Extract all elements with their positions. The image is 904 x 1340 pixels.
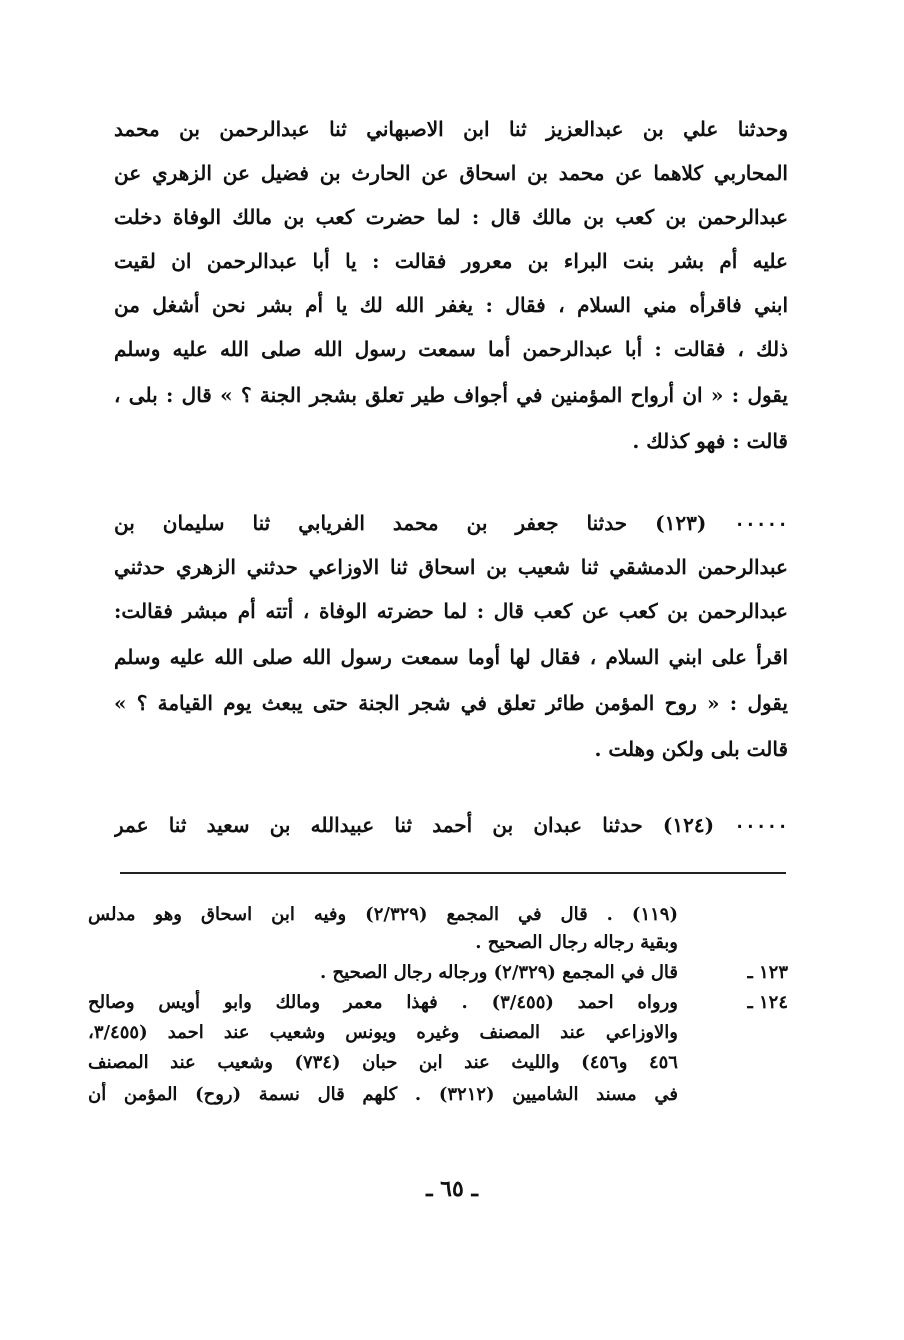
footnote-line: ورواه احمد (٣/٤٥٥) . فهذا معمر ومالك وابو أويس وصالح [88,992,678,1013]
text-line: عبدالرحمن بن كعب بن مالك قال : لما حضرت كعب بن مالك الوفاة دخلت [114,205,788,229]
text-line: يقول : « روح المؤمن طائر تعلق في شجر الجنة حتى يبعث يوم القيامة ؟ » [114,691,788,715]
text-line: عليه أم بشر بنت البراء بن معرور فقالت : يا أبا عبدالرحمن ان لقيت [114,249,788,273]
footnote-number: ١٢٣ ـ [747,962,788,983]
text-line: ٠٠٠٠٠ (١٢٤) حدثنا عبدان بن أحمد ثنا عبيدالله بن سعيد ثنا عمر [114,813,788,837]
text-line: قالت بلى ولكن وهلت . [594,737,788,761]
footnote-line: وبقية رجاله رجال الصحيح . [475,932,678,953]
text-line: ذلك ، فقالت : أبا عبدالرحمن أما سمعت رسول الله صلى الله عليه وسلم [114,337,788,361]
page-number: ـ ٦٥ ـ [426,1176,478,1202]
text-line: عبدالرحمن بن كعب عن كعب قال : لما حضرته الوفاة ، أتته أم مبشر فقالت: [114,599,788,623]
footnote-line: قال في المجمع (٢/٣٢٩) ورجاله رجال الصحيح . [320,962,678,983]
footnote-line: في مسند الشاميين (٣٢١٢) . كلهم قال نسمة (روح) المؤمن أن [88,1084,678,1105]
text-line: قالت : فهو كذلك . [632,429,788,453]
text-line: ابني فاقرأه مني السلام ، فقال : يغفر الله لك يا أم بشر نحن أشغل من [114,293,788,317]
footnote-line: ٤٥٦ و٤٥٦) والليث عند ابن حبان (٧٣٤) وشعيب عند المصنف [88,1052,678,1073]
text-line: ٠٠٠٠٠ (١٢٣) حدثنا جعفر بن محمد الفريابي ثنا سليمان بن [114,511,788,535]
footnote-line: (١١٩) . قال في المجمع (٢/٣٢٩) وفيه ابن اسحاق وهو مدلس [88,904,678,925]
text-line: اقرأ على ابني السلام ، فقال لها أوما سمعت رسول الله صلى الله عليه وسلم [114,645,788,669]
text-line: وحدثنا علي بن عبدالعزيز ثنا ابن الاصبهاني ثنا عبدالرحمن بن محمد [114,117,788,141]
footnote-number: ١٢٤ ـ [747,992,788,1013]
text-line: يقول : « ان أرواح المؤمنين في أجواف طير تعلق بشجر الجنة ؟ » قال : بلى ، [114,383,788,407]
text-line: عبدالرحمن الدمشقي ثنا شعيب بن اسحاق ثنا الاوزاعي حدثني الزهري حدثني [114,555,788,579]
footnote-divider [120,872,786,874]
footnote-line: والاوزاعي عند المصنف وغيره ويونس وشعيب عند احمد (٣/٤٥٥، [88,1022,678,1043]
text-line: المحاربي كلاهما عن محمد بن اسحاق عن الحارث بن فضيل عن الزهري عن [114,161,788,185]
